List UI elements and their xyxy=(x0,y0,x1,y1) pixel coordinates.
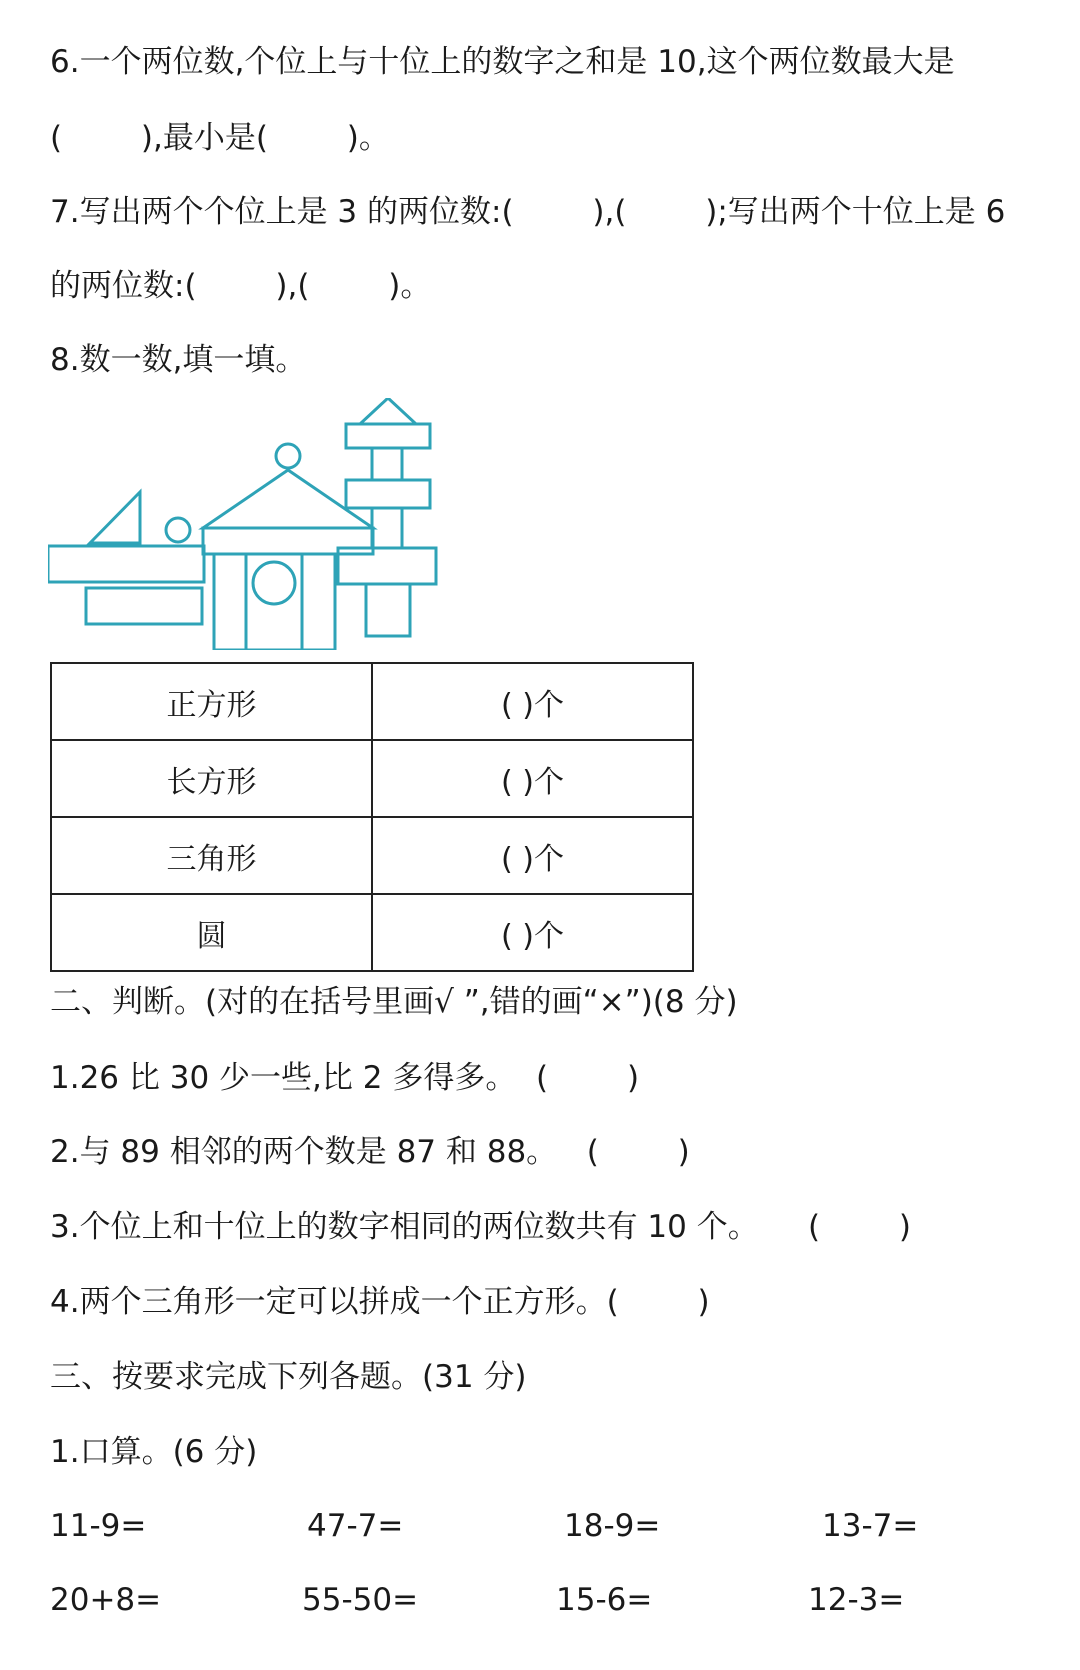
section3-sub1: 1.口算。(6 分) xyxy=(50,1434,258,1470)
table-row xyxy=(51,894,693,971)
shape-answer-blank: ( )个 xyxy=(372,740,693,817)
building-blocks-figure xyxy=(48,398,468,650)
house-top-circle xyxy=(276,444,300,468)
left-triangle xyxy=(90,492,140,543)
judge-item-2: 2.与 89 相邻的两个数是 87 和 88。 ( ) xyxy=(50,1134,690,1170)
q8-line1: 8.数一数,填一填。 xyxy=(50,342,307,378)
q6-line1: 6.一个两位数,个位上与十位上的数字之和是 10,这个两位数最大是 xyxy=(50,44,955,80)
q7-line2: 的两位数:( ),( )。 xyxy=(50,268,432,304)
calc-item: 18-9= xyxy=(564,1508,661,1544)
left-long-rect xyxy=(48,546,204,582)
small-circle xyxy=(166,518,190,542)
tower-top-triangle xyxy=(360,398,416,424)
shape-label: 三角形 xyxy=(51,817,372,894)
tower-middle-stem xyxy=(372,508,402,548)
shape-label: 正方形 xyxy=(51,663,372,740)
shape-label: 长方形 xyxy=(51,740,372,817)
left-lower-rect xyxy=(86,588,202,624)
house-right-pillar xyxy=(302,554,335,650)
calc-item: 47-7= xyxy=(307,1508,404,1544)
tower-top-rect xyxy=(346,424,430,448)
q7-line1: 7.写出两个个位上是 3 的两位数:( ),( );写出两个十位上是 6 xyxy=(50,194,1006,230)
calc-item: 15-6= xyxy=(556,1582,653,1618)
shape-answer-blank: ( )个 xyxy=(372,663,693,740)
judge-item-4: 4.两个三角形一定可以拼成一个正方形。( ) xyxy=(50,1284,710,1320)
house-door-square xyxy=(246,554,302,650)
calc-item: 11-9= xyxy=(50,1508,147,1544)
table-row xyxy=(51,663,693,740)
house-beam-rect xyxy=(203,528,373,554)
tower-upper-stem xyxy=(372,448,402,480)
table-row xyxy=(51,740,693,817)
tower-middle-rect xyxy=(346,480,430,508)
shape-answer-blank: ( )个 xyxy=(372,894,693,971)
calc-item: 13-7= xyxy=(822,1508,919,1544)
section3-title: 三、按要求完成下列各题。(31 分) xyxy=(50,1359,527,1395)
judge-item-1: 1.26 比 30 少一些,比 2 多得多。 ( ) xyxy=(50,1060,640,1096)
section2-title: 二、判断。(对的在括号里画√ ”,错的画“×”)(8 分) xyxy=(50,984,738,1020)
house-left-pillar xyxy=(214,554,246,650)
calc-item: 55-50= xyxy=(302,1582,419,1618)
shape-label: 圆 xyxy=(51,894,372,971)
house-door-circle xyxy=(253,562,295,604)
calc-item: 20+8= xyxy=(50,1582,162,1618)
q6-line2: ( ),最小是( )。 xyxy=(50,120,390,156)
shape-answer-blank: ( )个 xyxy=(372,817,693,894)
calc-item: 12-3= xyxy=(808,1582,905,1618)
judge-item-3: 3.个位上和十位上的数字相同的两位数共有 10 个。 ( ) xyxy=(50,1209,912,1245)
shape-count-table xyxy=(50,662,694,972)
table-row xyxy=(51,817,693,894)
tower-base-rect xyxy=(366,584,410,636)
